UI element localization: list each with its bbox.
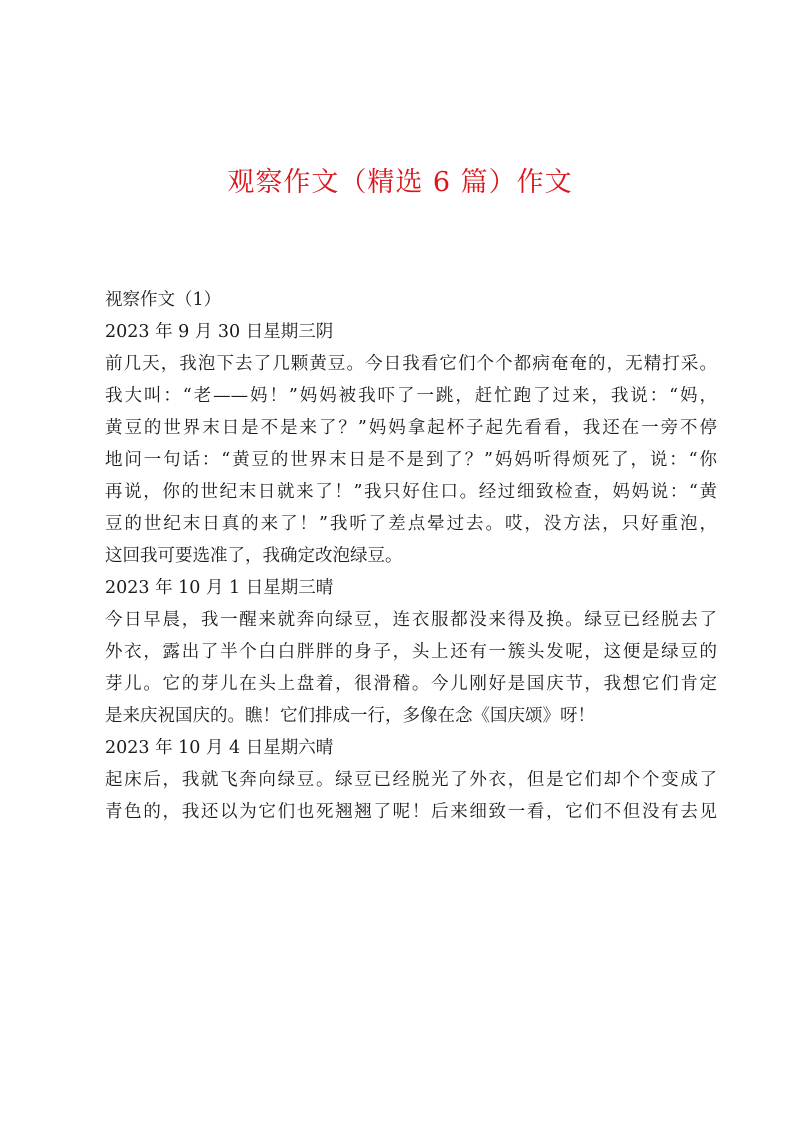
paragraph-line: 这回我可要选准了，我确定改泡绿豆。 bbox=[105, 546, 403, 566]
document-title: 观察作文（精选 6 篇）作文 bbox=[227, 167, 573, 198]
paragraph-line: 豆的世纪末日真的来了！”我听了差点晕过去。哎，没方法，只好重泡， bbox=[105, 514, 717, 534]
paragraph-line: 是来庆祝国庆的。瞧！它们排成一行，多像在念《国庆颂》呀！ bbox=[105, 706, 595, 726]
paragraph-line: 再说，你的世纪末日就来了！”我只好住口。经过细致检查，妈妈说：“黄 bbox=[105, 482, 717, 502]
entry-date: 2023 年 9 月 30 日星期三阴 bbox=[105, 322, 334, 342]
entry-date: 2023 年 10 月 4 日星期六晴 bbox=[105, 738, 334, 758]
paragraph-line: 芽儿。它的芽儿在头上盘着，很滑稽。今儿刚好是国庆节，我想它们肯定 bbox=[105, 674, 717, 694]
paragraph-line: 起床后，我就飞奔向绿豆。绿豆已经脱光了外衣，但是它们却个个变成了 bbox=[105, 770, 717, 790]
paragraph-line: 我大叫：“老——妈！”妈妈被我吓了一跳，赶忙跑了过来，我说：“妈， bbox=[105, 386, 717, 406]
paragraph-line: 黄豆的世界末日是不是来了？”妈妈拿起杯子起先看看，我还在一旁不停 bbox=[105, 418, 717, 438]
paragraph-line: 前几天，我泡下去了几颗黄豆。今日我看它们个个都病奄奄的，无精打采。 bbox=[105, 354, 717, 374]
paragraph-line: 青色的，我还以为它们也死翘翘了呢！后来细致一看，它们不但没有去见 bbox=[105, 802, 717, 822]
document-body bbox=[105, 284, 717, 828]
paragraph-line: 今日早晨，我一醒来就奔向绿豆，连衣服都没来得及换。绿豆已经脱去了 bbox=[105, 610, 717, 630]
paragraph-line: 地问一句话：“黄豆的世界末日是不是到了？”妈妈听得烦死了，说：“你 bbox=[105, 450, 717, 470]
paragraph-line: 外衣，露出了半个白白胖胖的身子，头上还有一簇头发呢，这便是绿豆的 bbox=[105, 642, 717, 662]
entry-date: 2023 年 10 月 1 日星期三晴 bbox=[105, 578, 334, 598]
section-heading: 视察作文（1） bbox=[105, 290, 222, 310]
